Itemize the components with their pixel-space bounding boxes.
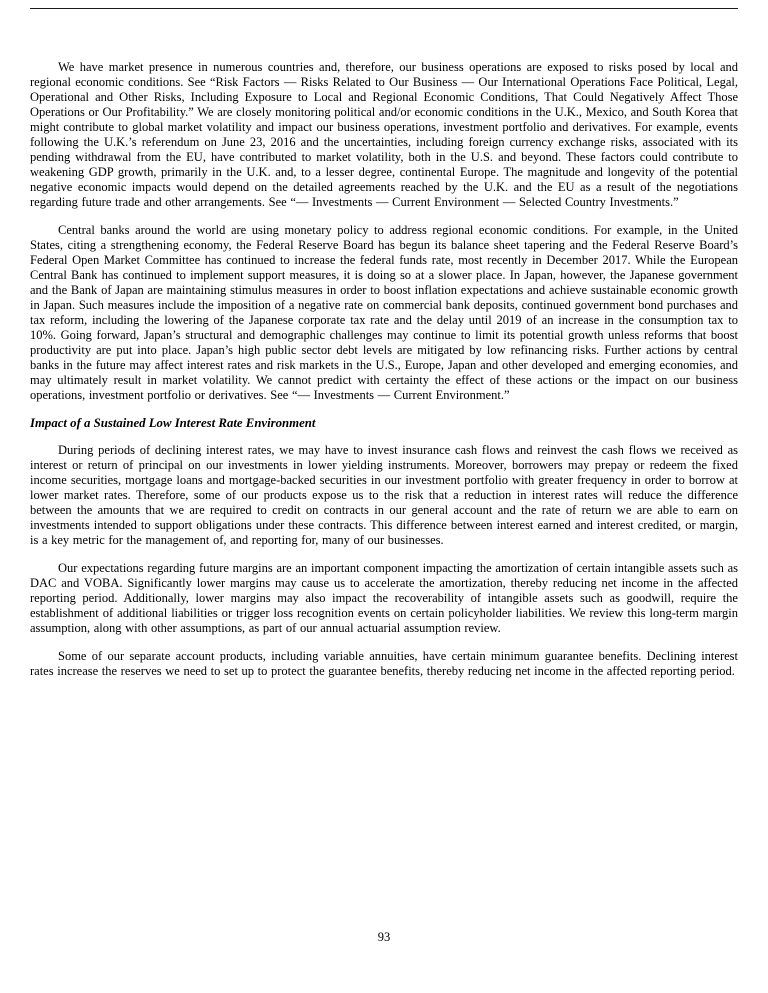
page-footer [0, 930, 768, 945]
paragraph-separate-accounts: Some of our separate account products, including variable annuities, have certain minimum guarantee benefits. Declining interest rates increase the reserves we need to set up to protect the guarantee benefits, thereby reducing net income in the affected reporting period. [30, 649, 738, 678]
paragraph-market-presence: We have market presence in numerous countries and, therefore, our business operations are exposed to risks posed by local and regional economic conditions. See “Risk Factors — Risks Related to Our Business — Our International Operations Face Political, Legal, Operational and Other Risks, Including Exposure to Local and Regional Economic Conditions, That Could Negatively Affect Those Operations or Our Profitability.” We are closely monitoring political and/or economic conditions in the U.K., Mexico, and South Korea that might contribute to global market volatility and impact our business operations, investment portfolio and derivatives. For example, events following the U.K.’s referendum on June 23, 2016 and the uncertainties, including foreign currency exchange risks, associated with its pending withdrawal from the EU, have contributed to market volatility, both in the U.S. and beyond. These factors could contribute to weakening GDP growth, primarily in the U.K. and, to a lesser degree, continental Europe. The magnitude and longevity of the potential negative economic impacts would depend on the detailed agreements reached by the U.K. and the EU as a result of the negotiations regarding future trade and other arrangements. See “— Investments — Current Environment — Selected Country Investments.” [30, 60, 738, 209]
body-text [30, 60, 738, 692]
paragraph-future-margins: Our expectations regarding future margins are an important component impacting the amortization of certain intangible assets such as DAC and VOBA. Significantly lower margins may cause us to accelerate the amortization, thereby reducing net income in the affected reporting period. Additionally, lower margins may also impact the recoverability of intangible assets such as goodwill, require the establishment of additional liabilities or trigger loss recognition events on certain policyholder liabilities. We review this long-term margin assumption, along with other assumptions, as part of our annual actuarial assumption review. [30, 561, 738, 635]
section-heading-low-interest-rate: Impact of a Sustained Low Interest Rate Environment [30, 416, 316, 430]
top-horizontal-rule [30, 8, 738, 9]
page-number: 93 [377, 930, 391, 944]
paragraph-declining-rates: During periods of declining interest rates, we may have to invest insurance cash flows and reinvest the cash flows we received as interest or return of principal on our investments in lower yielding instruments. Moreover, borrowers may prepay or redeem the fixed income securities, mortgage loans and mortgage-backed securities in our investment portfolio with greater frequency in order to borrow at lower market rates. Therefore, some of our products expose us to the risk that a reduction in interest rates will reduce the difference between the amounts that we are required to credit on contracts in our general account and the rate of return we are able to earn on investments intended to support obligations under these contracts. This difference between interest earned and interest credited, or margin, is a key metric for the management of, and reporting for, many of our businesses. [30, 443, 738, 547]
paragraph-central-banks: Central banks around the world are using monetary policy to address regional economic conditions. For example, in the United States, citing a strengthening economy, the Federal Reserve Board has begun its balance sheet tapering and the Federal Reserve Board’s Federal Open Market Committee has continued to increase the federal funds rate, most recently in December 2017. While the European Central Bank has continued to implement support measures, it is doing so at a slower place. In Japan, however, the Japanese government and the Bank of Japan are maintaining stimulus measures in order to boost inflation expectations and achieve sustainable economic growth in Japan. Such measures include the imposition of a negative rate on commercial bank deposits, continued government bond purchases and tax reform, including the lowering of the Japanese corporate tax rate and the delay until 2019 of an increase in the consumption tax to 10%. Going forward, Japan’s structural and demographic challenges may continue to limit its potential growth unless reforms that boost productivity are put into place. Japan’s high public sector debt levels are mitigated by low refinancing risks. Further actions by central banks in the future may affect interest rates and risk markets in the U.S., Europe, Japan and other developed and emerging economies, and may ultimately result in market volatility. We cannot predict with certainty the effect of these actions or the impact on our business operations, investment portfolio or derivatives. See “— Investments — Current Environment.” [30, 223, 738, 402]
